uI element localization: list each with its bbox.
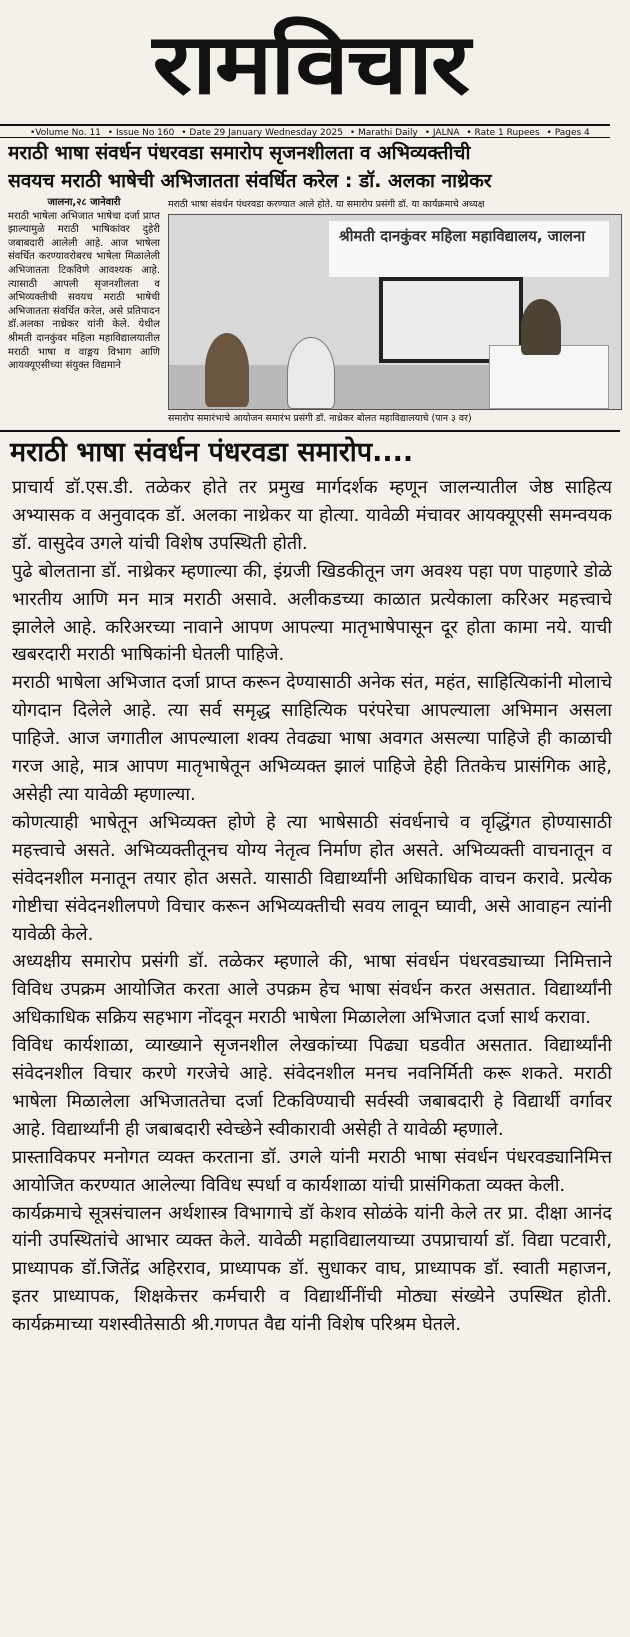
meta-edition: • Marathi Daily — [349, 128, 418, 138]
issue-meta-bar — [0, 124, 610, 138]
meta-city: • JALNA — [424, 128, 460, 138]
article-paragraph: अध्यक्षीय समारोप प्रसंगी डॉ. तळेकर म्हणाले की, भाषा संवर्धन पंधरवड्याच्या निमित्ताने विविध उपक्रम आयोजित करता आले उपक्रम हेच भाषा संवर्धन करत असतात. विद्यार्थ्यांनी अधिकाधिक सक्रिय सहभाग नोंदवून मराठी भाषेला मिळालेला अभिजात दर्जा सार्थ करावा. — [12, 951, 612, 1029]
dateline: जालना,२८ जानेवारी — [47, 197, 121, 208]
newspaper-title: रामविचार — [152, 14, 468, 113]
headline-line-2: सवयच मराठी भाषेची अभिजातता संवर्धित करेल : डॉ. अलका नाथ्रेकर — [8, 170, 492, 192]
article-paragraph: विविध कार्यशाळा, व्याख्याने सृजनशील लेखकांच्या पिढ्या घडवीत असतात. विद्यार्थ्यांनी संवेदनशील विचार करणे गरजेचे आहे. संवेदनशील मनच नवनिर्मिती करू शकते. मराठी भाषेला मिळालेला अभिजाततेचा दर्जा टिकविण्याची सर्वस्वी जबाबदारी हे विद्यार्थी वर्गावर आहे. विद्यार्थ्यांनी ही जबाबदारी स्वेच्छेने स्वीकारावी असेही ते यावेळी म्हणाले. — [12, 1035, 612, 1140]
headline-line-1: मराठी भाषा संवर्धन पंधरवडा समारोप सृजनशीलता व अभिव्यक्तीची — [8, 142, 471, 164]
meta-issue: • Issue No 160 — [107, 128, 175, 138]
meta-pages: • Pages 4 — [546, 128, 590, 138]
article-title: मराठी भाषा संवर्धन पंधरवडा समारोप.... — [10, 437, 414, 468]
photo-caption: समारोप समारंभाचे आयोजन समारंभ प्रसंगी डॉ. नाथ्रेकर बोलत महाविद्यालयाचे (पान ३ वर) — [168, 413, 472, 424]
speaker-person — [521, 299, 561, 355]
college-banner: श्रीमती दानकुंवर महिला महाविद्यालय, जालना — [329, 221, 609, 277]
article-paragraph: प्राचार्य डॉ.एस.डी. तळेकर होते तर प्रमुख मार्गदर्शक म्हणून जालन्यातील जेष्ठ साहित्य अभ्यासक व अनुवादक डॉ. अलका नाथ्रेकर या होत्या. यावेळी मंचावर आयक्यूएसी समन्वयक डॉ. वासुदेव उगले यांची विशेष उपस्थिती होती. — [12, 477, 612, 554]
article-paragraph: पुढे बोलताना डॉ. नाथ्रेकर म्हणाल्या की, इंग्रजी खिडकीतून जग अवश्य पहा पण पाहणारे डोळे भारतीय आणि मन मात्र मराठी असावे. अलीकडच्या काळात प्रत्येकाला करिअर महत्त्वाचे झालेले आहे. करिअरच्या नावाने आपण आपल्या मातृभाषेपासून दूर होता कामा नये. याची खबरदारी मराठी भाषिकांनी घेतली पाहिजे. — [12, 560, 612, 666]
lead-text: मराठी भाषेला अभिजात भाषेचा दर्जा प्राप्त झाल्यामुळे मराठी भाषिकांवर दुहेरी जबाबदारी आलेली आहे. आज भाषेला संवर्धित करण्यावरोबरच भाषेला मिळालेली अभिजातता टिकविणे आवश्यक आहे. त्यासाठी आपली सृजनशीलता व अभिव्यक्तीची सवयच मराठी भाषेची अभिजातता संवर्धित करेल, असे प्रतिपादन डॉ.अलका नाथ्रेकर यांनी केले. येथील श्रीमती दानकुंवर महिला महाविद्यालयातील मराठी भाषा व वाङ्मय विभाग आणि आयक्यूएसीच्या संयुक्त विद्यमाने — [8, 210, 160, 372]
meta-date: • Date 29 January Wednesday 2025 — [181, 128, 343, 138]
guest-person-2 — [287, 337, 335, 409]
meta-volume: •Volume No. 11 — [30, 128, 101, 138]
event-photo — [168, 214, 622, 410]
section-divider — [0, 430, 620, 432]
lead-column — [8, 196, 160, 436]
article-paragraph: प्रास्ताविकपर मनोगत व्यक्त करताना डॉ. उगले यांनी मराठी भाषा संवर्धन पंधरवड्यानिमित्त आयोजित करण्यात आलेल्या विविध स्पर्धा व कार्यशाळा यांची प्रासंगिकता व्यक्त केली. — [12, 1146, 612, 1196]
photo-top-strip: मराठी भाषा संवर्धन पंधरवडा करण्यात आले होते. या समारोप प्रसंगी डॉ. या कार्यक्रमाचे अध्यक्ष — [168, 199, 485, 210]
masthead — [0, 0, 630, 130]
article-body — [12, 474, 612, 1634]
guest-person-1 — [205, 333, 249, 407]
meta-rate: • Rate 1 Rupees — [466, 128, 540, 138]
article-paragraph: कार्यक्रमाचे सूत्रसंचालन अर्थशास्त्र विभागाचे डॉ केशव सोळंके यांनी केले तर प्रा. दीक्षा आनंद यांनी उपस्थितांचे आभार व्यक्त केले. यावेळी महाविद्यालयाच्या उपप्राचार्या डॉ. विद्या पटवारी, प्राध्यापक डॉ.जितेंद्र अहिरराव, प्राध्यापक डॉ. सुधाकर वाघ, प्राध्यापक डॉ. स्वाती महाजन, इतर प्राध्यापक, शिक्षकेत्तर कर्मचारी व विद्यार्थीनींची मोठ्या संख्येने उपस्थित होती. कार्यक्रमाच्या यशस्वीतेसाठी श्री.गणपत वैद्य यांनी विशेष परिश्रम घेतले. — [12, 1202, 612, 1336]
article-paragraph: मराठी भाषेला अभिजात दर्जा प्राप्त करून देण्यासाठी अनेक संत, महंत, साहित्यिकांनी मोलाचे योगदान दिलेले आहे. त्या सर्व समृद्ध साहित्यिक परंपरेचा आपल्याला अभिमान असला पाहिजे. आज जगातील आपल्याला शक्य तेवढ्या भाषा अवगत असल्या पाहिजे ही काळाची गरज आहे, मात्र आपण मातृभाषेतून अभिव्यक्त झालं पाहिजे हेही तितकेच प्रासंगिक आहे, असेही त्या यावेळी म्हणाल्या. — [12, 672, 612, 805]
article-paragraph: कोणत्याही भाषेतून अभिव्यक्त होणे हे त्या भाषेसाठी संवर्धनाचे व वृद्धिंगत होण्यासाठी महत्त्वाचे असते. अभिव्यक्तीतूनच योग्य नेतृत्व निर्माण होत असते. अभिव्यक्ती वाचनातून व संवेदनशील मनातून तयार होत असते. यासाठी विद्यार्थ्यांनी अधिकाधिक वाचन करावे. प्रत्येक गोष्टीचा संवेदनशीलपणे विचार करून अभिव्यक्तीची सवय लावून घ्यावी, असे आवाहन त्यांनी यावेळी केले. — [12, 811, 612, 945]
